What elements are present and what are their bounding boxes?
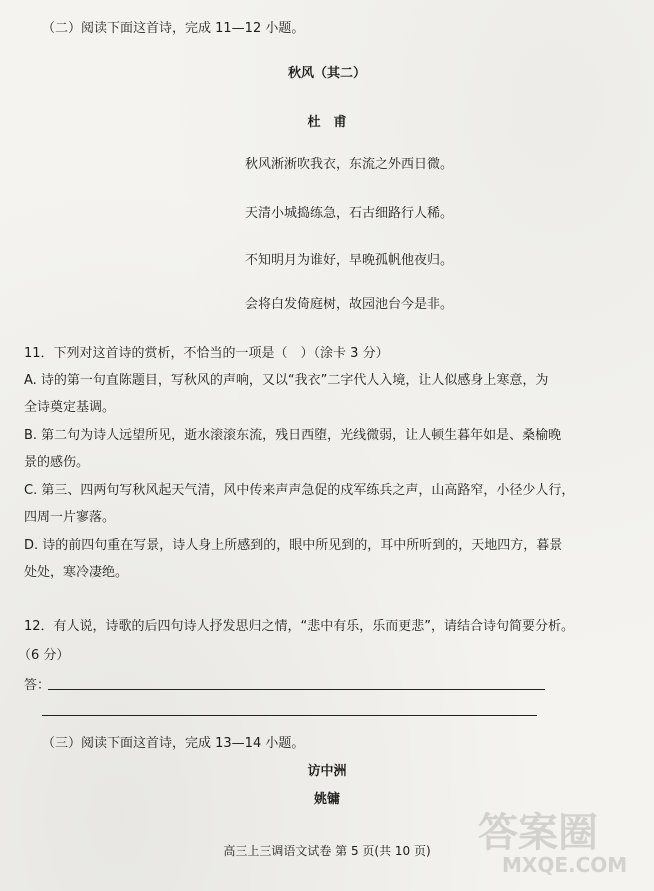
question-12-stem: 12．有人说，诗歌的后四句诗人抒发思归之情，“悲中有乐，乐而更悲”，请结合诗句简要分析。 xyxy=(24,619,575,634)
option-a-line2: 全诗奠定基调。 xyxy=(24,400,116,415)
poem-line: 天清小城捣练急，石古细路行人稀。 xyxy=(245,206,454,221)
watermark-text: 答案圈 xyxy=(478,810,598,856)
option-c-line1: C. 第三、四两句写秋风起天气清，风中传来声声急促的戍军练兵之声，山高路窄，小径少人行， xyxy=(24,483,575,498)
watermark-logo xyxy=(458,795,648,885)
poem-line: 秋风淅淅吹我衣，东流之外西日微。 xyxy=(245,157,454,172)
answer-label: 答： xyxy=(24,678,51,693)
page-footer: 高三上三调语文试卷 第 5 页(共 10 页) xyxy=(223,844,431,858)
poem-title: 秋风（其二） xyxy=(287,66,366,81)
option-b-line1: B. 第二句为诗人远望所见，逝水滚滚东流，残日西堕，光线微弱，让人顿生暮年如是、桑榆晚 xyxy=(24,428,562,443)
option-d-line1: D. 诗的前四句重在写景，诗人身上所感到的，眼中所见到的，耳中所听到的，天地四方，暮景 xyxy=(24,538,563,553)
question-11-stem: 11．下列对这首诗的赏析，不恰当的一项是（ ）（涂卡 3 分） xyxy=(24,346,389,361)
option-a-line1: A. 诗的第一句直陈题目，写秋风的声响，又以“我衣”二字代人入境，让人似感身上寒意，为 xyxy=(24,373,549,388)
watermark-url: MXQE.COM xyxy=(502,853,628,877)
option-b-line2: 景的感伤。 xyxy=(24,455,90,470)
answer-line[interactable] xyxy=(48,689,545,690)
poem-author: 姚镛 xyxy=(313,792,340,807)
question-12-points: （6 分） xyxy=(18,648,70,663)
section2-instruction: （二）阅读下面这首诗，完成 11—12 小题。 xyxy=(42,21,305,36)
section3-instruction: （三）阅读下面这首诗，完成 13—14 小题。 xyxy=(42,736,305,751)
option-c-line2: 四周一片寥落。 xyxy=(24,510,116,525)
answer-line[interactable] xyxy=(42,715,537,716)
option-d-line2: 处处，寒冷凄绝。 xyxy=(24,565,129,580)
poem-line: 不知明月为谁好，早晚孤帆他夜归。 xyxy=(245,253,454,268)
poem-title: 访中洲 xyxy=(307,764,347,779)
poem-author: 杜 甫 xyxy=(307,115,347,130)
poem-line: 会将白发倚庭树，故园池台今是非。 xyxy=(245,297,454,312)
